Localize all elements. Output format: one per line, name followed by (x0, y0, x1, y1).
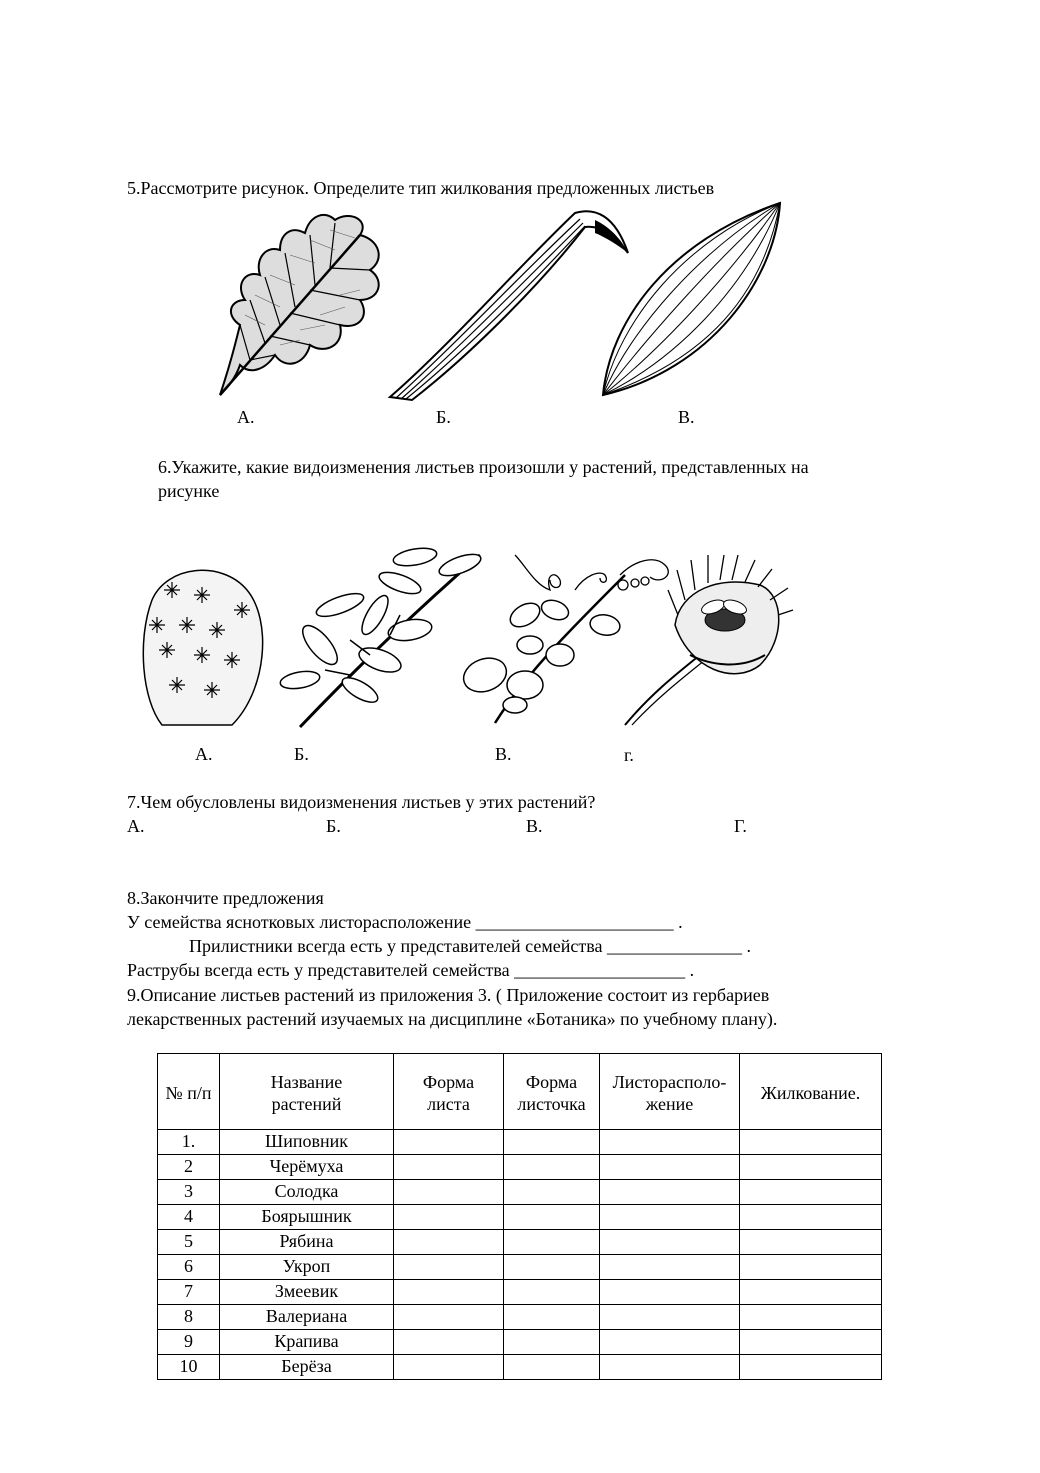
header-leaflet-shape: Форма листочка (504, 1054, 600, 1130)
empty-cell (394, 1205, 504, 1230)
empty-cell (394, 1280, 504, 1305)
leaf-description-table (157, 1053, 882, 1380)
row-number: 5 (158, 1230, 220, 1255)
q9-line1: 9.Описание листьев растений из приложения 3. ( Приложение состоит из гербариев (127, 985, 770, 1005)
table-row (158, 1355, 882, 1380)
plant-name: Солодка (220, 1180, 394, 1205)
q6-label-b: Б. (294, 744, 309, 764)
table-row (158, 1330, 882, 1355)
empty-cell (600, 1180, 740, 1205)
q6-label-c: В. (495, 744, 512, 764)
empty-cell (740, 1130, 882, 1155)
empty-cell (740, 1255, 882, 1280)
empty-cell (394, 1255, 504, 1280)
table-row (158, 1305, 882, 1330)
plant-name: Крапива (220, 1330, 394, 1355)
table-header-row (158, 1054, 882, 1130)
q6-label-a: А. (195, 744, 213, 764)
empty-cell (394, 1355, 504, 1380)
empty-cell (600, 1130, 740, 1155)
q9-line2: лекарственных растений изучаемых на дисциплине «Ботаника» по учебному плану). (127, 1009, 778, 1029)
table-row (158, 1205, 882, 1230)
table-row (158, 1255, 882, 1280)
q6-line2: рисунке (158, 481, 220, 501)
empty-cell (600, 1255, 740, 1280)
q5-label-a: А. (237, 407, 255, 427)
empty-cell (504, 1205, 600, 1230)
row-number: 1. (158, 1130, 220, 1155)
empty-cell (600, 1155, 740, 1180)
empty-cell (504, 1155, 600, 1180)
empty-cell (740, 1155, 882, 1180)
flytrap-figure (620, 555, 795, 730)
empty-cell (740, 1305, 882, 1330)
cactus-figure (132, 560, 272, 730)
q8-sentence-1: У семейства яснотковых листорасположение ______________________ . (127, 912, 683, 932)
empty-cell (600, 1305, 740, 1330)
empty-cell (504, 1355, 600, 1380)
empty-cell (504, 1180, 600, 1205)
empty-cell (740, 1355, 882, 1380)
empty-cell (600, 1205, 740, 1230)
empty-cell (740, 1180, 882, 1205)
empty-cell (600, 1230, 740, 1255)
empty-cell (394, 1130, 504, 1155)
empty-cell (504, 1255, 600, 1280)
plant-name: Берёза (220, 1355, 394, 1380)
table-row (158, 1155, 882, 1180)
plant-name: Змеевик (220, 1280, 394, 1305)
empty-cell (504, 1230, 600, 1255)
empty-cell (394, 1330, 504, 1355)
empty-cell (504, 1330, 600, 1355)
header-venation: Жилкование. (740, 1054, 882, 1130)
row-number: 8 (158, 1305, 220, 1330)
q8-sentence-2: Прилистники всегда есть у представителей семейства _______________ . (189, 936, 751, 956)
header-number: № п/п (158, 1054, 220, 1130)
header-leaf-shape: Форма листа (394, 1054, 504, 1130)
plant-name: Шиповник (220, 1130, 394, 1155)
q5-label-c: В. (678, 407, 695, 427)
empty-cell (394, 1155, 504, 1180)
q7-label-b: Б. (326, 816, 341, 836)
plant-name: Рябина (220, 1230, 394, 1255)
q7-label-c: В. (526, 816, 543, 836)
q7-text: 7.Чем обусловлены видоизменения листьев у этих растений? (127, 792, 596, 812)
table-row (158, 1280, 882, 1305)
q7-label-a: А. (127, 816, 145, 836)
table-row (158, 1230, 882, 1255)
q7-label-d: Г. (734, 816, 747, 836)
q5-label-b: Б. (436, 407, 451, 427)
table-row (158, 1130, 882, 1155)
table-row (158, 1180, 882, 1205)
plant-name: Валериана (220, 1305, 394, 1330)
row-number: 10 (158, 1355, 220, 1380)
empty-cell (394, 1230, 504, 1255)
empty-cell (600, 1330, 740, 1355)
empty-cell (740, 1205, 882, 1230)
plant-name: Укроп (220, 1255, 394, 1280)
q8-sentence-3: Раструбы всегда есть у представителей семейства ___________________ . (127, 960, 695, 980)
empty-cell (504, 1305, 600, 1330)
row-number: 2 (158, 1155, 220, 1180)
row-number: 6 (158, 1255, 220, 1280)
plant-name: Черёмуха (220, 1155, 394, 1180)
empty-cell (394, 1305, 504, 1330)
row-number: 3 (158, 1180, 220, 1205)
empty-cell (740, 1330, 882, 1355)
empty-cell (504, 1280, 600, 1305)
q8-title: 8.Закончите предложения (127, 888, 324, 908)
plant-name: Боярышник (220, 1205, 394, 1230)
empty-cell (600, 1355, 740, 1380)
empty-cell (740, 1280, 882, 1305)
q6-label-d: г. (624, 745, 634, 765)
header-phyllotaxis: Листорасполо- жение (600, 1054, 740, 1130)
header-plant-name: Название растений (220, 1054, 394, 1130)
row-number: 4 (158, 1205, 220, 1230)
oak-leaf-figure (210, 205, 400, 405)
grass-leaf-figure (390, 205, 635, 400)
arc-leaf-figure (600, 200, 785, 398)
empty-cell (504, 1130, 600, 1155)
q6-line1: 6.Укажите, какие видоизменения листьев произошли у растений, представленных на (158, 457, 809, 477)
row-number: 9 (158, 1330, 220, 1355)
q5-text: 5.Рассмотрите рисунок. Определите тип жилкования предложенных листьев (127, 178, 715, 198)
empty-cell (394, 1180, 504, 1205)
empty-cell (740, 1230, 882, 1255)
empty-cell (600, 1280, 740, 1305)
row-number: 7 (158, 1280, 220, 1305)
